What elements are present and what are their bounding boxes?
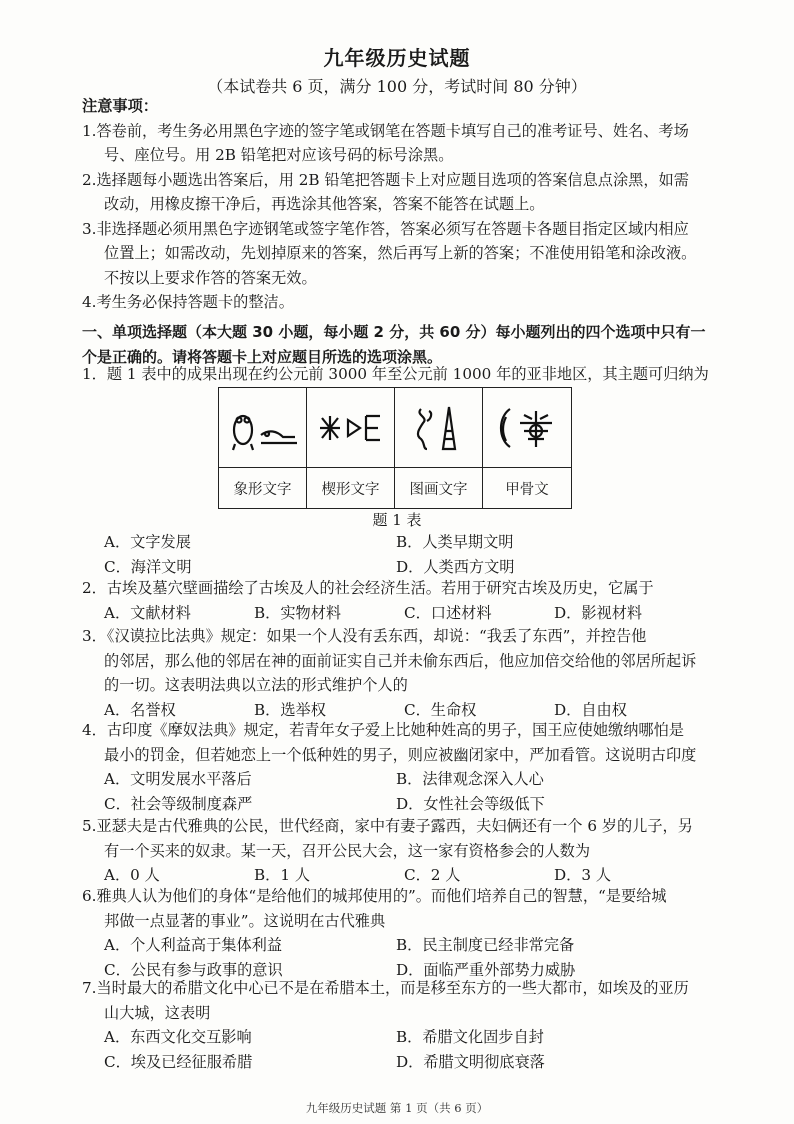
notice-line: 号、座位号。用 2B 铅笔把对应该号码的标号涂黑。	[104, 146, 454, 164]
option-b: B．选举权	[254, 700, 326, 719]
option-b: B．人类早期文明	[396, 533, 514, 551]
option-c: C．海洋文明	[104, 557, 192, 576]
page-footer: 九年级历史试题 第 1 页（共 6 页）	[305, 1101, 489, 1115]
question-stem: 5.亚瑟夫是古代雅典的公民，世代经商，家中有妻子露西，夫妇俩还有一个 6 岁的儿子，另	[82, 817, 693, 835]
option-a: A．文献材料	[104, 603, 191, 622]
hieroglyph-owl-icon	[225, 403, 301, 453]
option-d: D．女性社会等级低下	[396, 794, 545, 813]
notice-heading: 注意事项：	[82, 97, 158, 115]
question-3	[82, 624, 712, 722]
option-c: C．社会等级制度森严	[104, 794, 253, 813]
question-stem: 山大城，这表明	[104, 1003, 211, 1022]
notice-line: 位置上；如需改动，先划掉原来的答案，然后再写上新的答案；不准使用铅笔和涂改液。	[104, 244, 697, 262]
option-a: A．东西文化交互影响	[104, 1028, 252, 1046]
question-stem: 1．题 1 表中的成果出现在约公元前 3000 年至公元前 1000 年的亚非地区，其主题可归纳为	[82, 365, 709, 383]
cuneiform-cell	[307, 388, 395, 468]
option-b: B．民主制度已经非常完备	[396, 936, 575, 954]
option-a: A．文明发展水平落后	[104, 770, 252, 788]
table-label: 图画文字	[395, 468, 483, 508]
question-stem: 有一个买来的奴隶。某一天，召开公民大会，这一家有资格参会的人数为	[104, 841, 590, 860]
page-subtitle: （本试卷共 6 页，满分 100 分，考试时间 80 分钟）	[207, 77, 587, 96]
option-c: C．公民有参与政事的意识	[104, 960, 283, 979]
option-b: B．希腊文化固步自封	[396, 1028, 544, 1046]
notice-line: 不按以上要求作答的答案无效。	[104, 268, 317, 287]
option-d: D．自由权	[554, 700, 627, 719]
section-heading-line: 个是正确的。请将答题卡上对应题目所选的选项涂黑。	[82, 347, 443, 366]
question-5	[82, 814, 712, 888]
page-title: 九年级历史试题	[323, 46, 471, 70]
question-stem: 最小的罚金，但若她恋上一个低种姓的男子，则应被幽闭家中，严加看管。这说明古印度	[104, 745, 697, 764]
question-1-options	[82, 530, 712, 579]
option-c: C．口述材料	[404, 603, 492, 622]
notice-line: 改动，用橡皮擦干净后，再选涂其他答案，答案不能答在试题上。	[104, 195, 545, 213]
pictograph-icon	[409, 401, 469, 455]
question-stem: 邦做一点显著的事业”。这说明在古代雅典	[104, 911, 386, 930]
notice-line: 1.答卷前，考生务必用黑色字迹的签字笔或钢笔在答题卡填写自己的准考证号、姓名、考场	[82, 121, 689, 140]
option-a: A．个人利益高于集体利益	[104, 936, 283, 954]
hieroglyph-cell	[219, 388, 307, 468]
question-2	[82, 576, 712, 625]
option-a: A．0 人	[104, 866, 160, 884]
table-label: 甲骨文	[505, 481, 549, 498]
option-a: A．名誉权	[104, 700, 176, 719]
option-d: D．面临严重外部势力威胁	[396, 960, 576, 979]
oracle-bone-icon	[492, 401, 562, 455]
oracle-bone-cell	[483, 388, 571, 468]
question-1	[82, 362, 712, 387]
option-d: D．希腊文明彻底衰落	[396, 1052, 545, 1071]
question-stem: 6.雅典人认为他们的身体“是给他们的城邦使用的”。而他们培养自己的智慧，“是要给城	[82, 887, 667, 905]
table-label: 象形文字	[219, 468, 307, 508]
notice-line: 2.选择题每小题选出答案后，用 2B 铅笔把答题卡上对应题目选项的答案信息点涂黑，如需	[82, 170, 689, 189]
option-b: B．法律观念深入人心	[396, 770, 544, 788]
table-label: 楔形文字	[307, 468, 395, 508]
question-stem: 7.当时最大的希腊文化中心已不是在希腊本土，而是移至东方的一些大都市，如埃及的亚历	[82, 979, 689, 997]
option-d: D．3 人	[554, 866, 612, 884]
question-stem: 4．古印度《摩奴法典》规定，若青年女子爱上比她种姓高的男子，国王应使她缴纳哪怕是	[82, 721, 684, 739]
option-c: C．生命权	[404, 700, 477, 719]
pictograph-cell	[395, 388, 483, 468]
section-heading-line: 一、单项选择题（本大题 30 小题，每小题 2 分，共 60 分）每小题列出的四个选项中只有一	[82, 323, 706, 341]
writing-systems-table	[218, 387, 572, 509]
notice-line: 4.考生务必保持答题卡的整洁。	[82, 293, 294, 311]
notice-line: 3.非选择题必须用黑色字迹钢笔或签字笔作答，答案必须写在答题卡各题目指定区域内相应	[82, 219, 689, 238]
option-d: D．影视材料	[554, 603, 643, 622]
option-b: B．实物材料	[254, 603, 342, 622]
cuneiform-icon	[316, 408, 386, 448]
question-7	[82, 976, 712, 1074]
question-stem: 3．《汉谟拉比法典》规定：如果一个人没有丢东西，却说：“我丢了东西”，并控告他	[82, 627, 647, 645]
option-a: A．文字发展	[104, 533, 191, 551]
notice-section	[82, 94, 712, 315]
table-caption: 题 1 表	[372, 511, 422, 529]
option-b: B．1 人	[254, 866, 311, 884]
option-c: C．2 人	[404, 866, 461, 884]
option-d: D．人类西方文明	[396, 557, 515, 576]
question-stem: 2．古埃及墓穴壁画描绘了古埃及人的社会经济生活。若用于研究古埃及历史，它属于	[82, 579, 654, 597]
question-6	[82, 884, 712, 982]
question-stem: 的邻居，那么他的邻居在神的面前证实自己并未偷东西后，他应加倍交给他的邻居所起诉	[104, 651, 697, 670]
question-stem: 的一切。这表明法典以立法的形式维护个人的	[104, 676, 408, 694]
question-4	[82, 718, 712, 816]
option-c: C．埃及已经征服希腊	[104, 1052, 253, 1071]
